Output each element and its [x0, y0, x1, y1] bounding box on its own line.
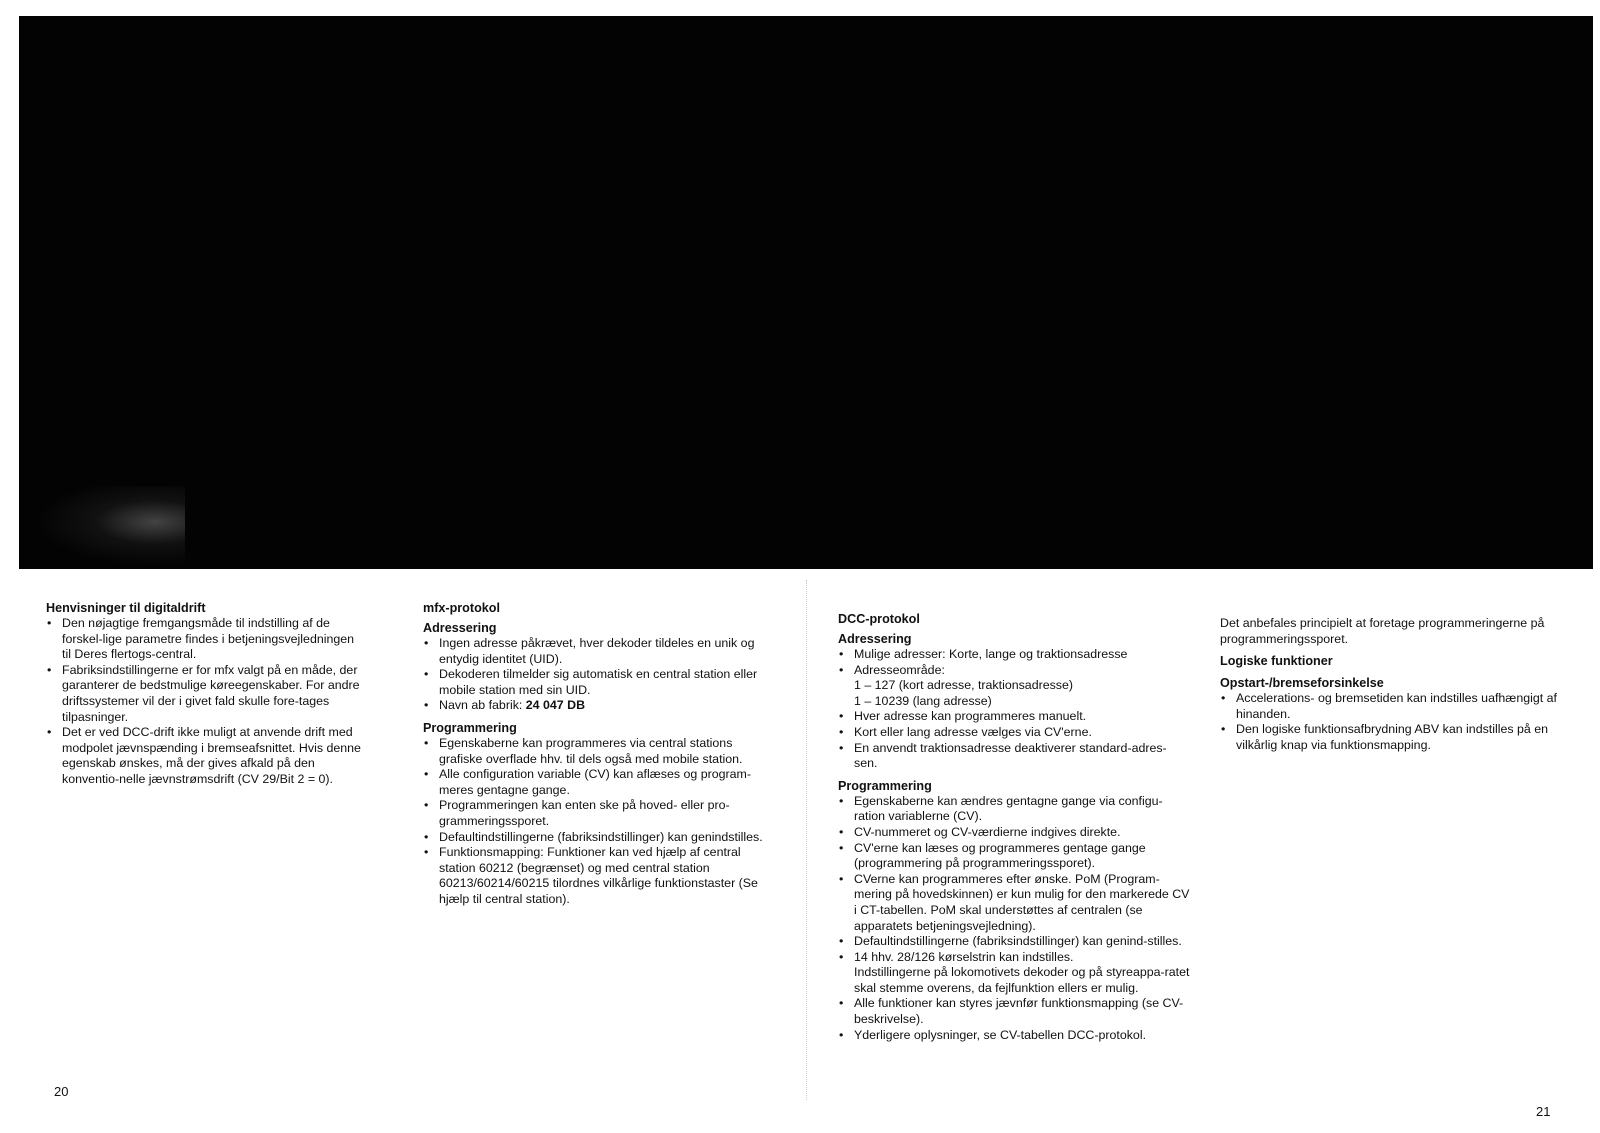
- list-item: • Dekoderen tilmelder sig automatisk en central station eller mobile station med sin UID.: [423, 667, 775, 698]
- list-item-speed-steps: [838, 950, 1190, 997]
- list-item: • Accelerations- og bremsetiden kan indstilles uafhængigt af hinanden.: [1220, 691, 1570, 722]
- mfx-title: mfx-protokol: [423, 601, 500, 615]
- list-item: • Egenskaberne kan ændres gentagne gange via configu-ration variablerne (CV).: [838, 794, 1190, 825]
- list-item: • Alle configuration variable (CV) kan aflæses og program-meres gentagne gange.: [423, 767, 775, 798]
- list-item: • Mulige adresser: Korte, lange og traktionsadresse: [838, 647, 1190, 663]
- list-item: • En anvendt traktionsadresse deaktiverer standard-adres-sen.: [838, 741, 1190, 772]
- list-item: • CVerne kan programmeres efter ønske. PoM (Program-mering på hovedskinnen) er kun mulig for den markerede CV i CT-tabellen. PoM skal understøttes af centralen (se apparatets betjeningsvejledning).: [838, 872, 1190, 934]
- page-fold: [806, 580, 808, 1100]
- list-item: • Ingen adresse påkrævet, hver dekoder tildeles en unik og entydig identitet (UID).: [423, 636, 775, 667]
- mfx-addressing-heading: Adressering: [423, 621, 497, 635]
- dcc-title: DCC-protokol: [838, 612, 920, 626]
- dcc-addressing-list: [838, 647, 1190, 772]
- dcc-addressing-heading: Adressering: [838, 632, 912, 646]
- list-item: • Programmeringen kan enten ske på hoved- eller pro-grammeringssporet.: [423, 798, 775, 829]
- startup-brake-delay-heading: Opstart-/bremseforsinkelse: [1220, 676, 1384, 691]
- dcc-programming-list: [838, 794, 1190, 1044]
- programming-recommendation: Det anbefales principielt at foretage programmeringerne på programmeringssporet.: [1220, 616, 1545, 646]
- mfx-addressing-list: [423, 636, 775, 714]
- list-item: • Hver adresse kan programmeres manuelt.: [838, 709, 1190, 725]
- list-item: • CV'erne kan læses og programmeres gentage gange (programmering på programmeringssporet).: [838, 841, 1190, 872]
- mfx-protocol-column: [423, 600, 775, 908]
- list-item: • Yderligere oplysninger, se CV-tabellen DCC-protokol.: [838, 1028, 1190, 1044]
- mfx-programming-list: [423, 736, 775, 908]
- dcc-programming-heading: Programmering: [838, 778, 932, 793]
- list-item: • CV-nummeret og CV-værdierne indgives direkte.: [838, 825, 1190, 841]
- dcc-protocol-column: [838, 611, 1190, 1043]
- list-item: • Fabriksindstillingerne er for mfx valgt på en måde, der garanterer de bedstmulige køreegenskaber. For andre driftssystemer vil der i givet fald skulle fore-tages tilpasninger.: [46, 663, 366, 725]
- speed-steps-note: Indstillingerne på lokomotivets dekoder og på styreappa-ratet skal stemme overens, da fejlfunktion ellers er mulig.: [854, 965, 1190, 995]
- list-item: • Alle funktioner kan styres jævnfør funktionsmapping (se CV-beskrivelse).: [838, 996, 1190, 1027]
- logic-functions-column: [1220, 616, 1570, 754]
- list-item: • Den logiske funktionsafbrydning ABV kan indstilles på en vilkårlig knap via funktionsmapping.: [1220, 722, 1570, 753]
- list-item: • Det er ved DCC-drift ikke muligt at anvende drift med modpolet jævnspænding i bremseafsnittet. Hvis denne egenskab ønskes, må der gives afkald på den konventio-nelle jævnstrømsdrift (CV 29/Bit 2 = 0).: [46, 725, 366, 787]
- logic-functions-title: Logiske funktioner: [1220, 654, 1333, 669]
- list-item: • Defaultindstillingerne (fabriksindstillinger) kan genindstilles.: [423, 830, 775, 846]
- digital-notes-column: [46, 600, 366, 788]
- list-item-factory-name: [423, 698, 775, 714]
- factory-name-label: Navn ab fabrik:: [439, 698, 526, 713]
- address-range-label: • Adresseområde:: [854, 662, 945, 677]
- address-range-short: 1 – 127 (kort adresse, traktionsadresse): [854, 678, 1074, 693]
- photo-highlight: [35, 486, 185, 566]
- digital-notes-title: Henvisninger til digitaldrift: [46, 601, 206, 615]
- list-item-address-range: [838, 663, 1190, 710]
- list-item: • Den nøjagtige fremgangsmåde til indstilling af de forskel-lige parametre findes i betjeningsvejledningen til Deres flertogs-central.: [46, 616, 366, 663]
- mfx-programming-heading: Programmering: [423, 720, 517, 735]
- page-number-left: 20: [54, 1084, 69, 1099]
- speed-steps-text: • 14 hhv. 28/126 kørselstrin kan indstilles.: [854, 949, 1074, 964]
- list-item: • Kort eller lang adresse vælges via CV'erne.: [838, 725, 1190, 741]
- digital-notes-list: [46, 616, 366, 788]
- address-range-long: 1 – 10239 (lang adresse): [854, 693, 992, 708]
- list-item: • Egenskaberne kan programmeres via central stations grafiske overflade hhv. til dels også med mobile station.: [423, 736, 775, 767]
- list-item: • Defaultindstillingerne (fabriksindstillinger) kan genind-stilles.: [838, 934, 1190, 950]
- logic-functions-list: [1220, 691, 1570, 753]
- locomotive-photo: [19, 16, 1593, 569]
- page-number-right: 21: [1536, 1104, 1551, 1119]
- list-item: • Funktionsmapping: Funktioner kan ved hjælp af central station 60212 (begrænset) og med central station 60213/60214/60215 tilordnes vilkårlige funktionstaster (Se hjælp til central station).: [423, 845, 775, 907]
- factory-name-value: 24 047 DB: [525, 698, 586, 713]
